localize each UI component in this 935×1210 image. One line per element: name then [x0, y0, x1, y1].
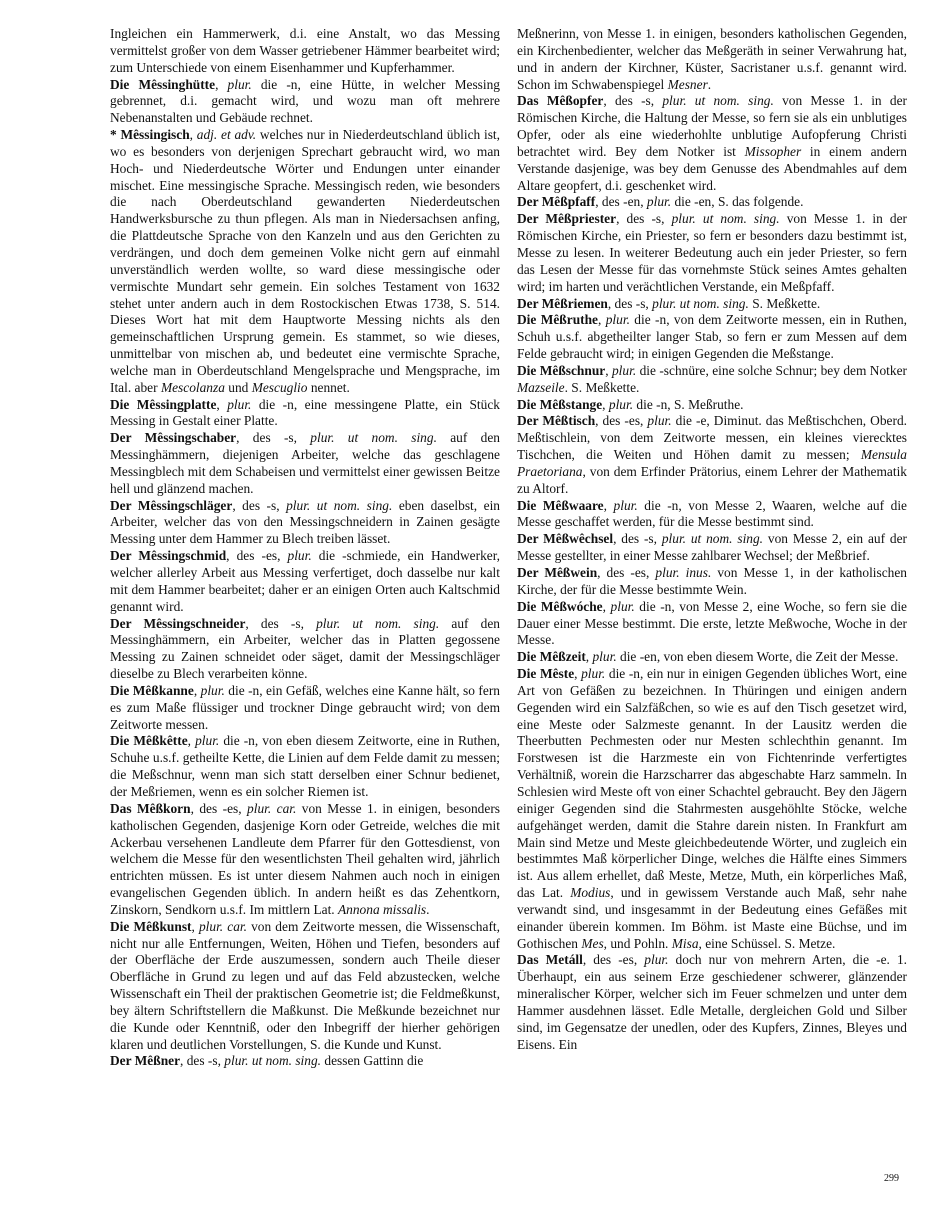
dictionary-entry: [517, 952, 907, 1053]
entry-text: ,: [215, 76, 228, 92]
entry-text: ,: [216, 396, 228, 412]
entry-headword: Das Metáll: [517, 952, 583, 968]
entry-text: ,: [605, 362, 612, 378]
entry-text: die -n, S. Meßruthe.: [633, 396, 744, 412]
dictionary-entry: [110, 1053, 500, 1070]
dictionary-entry: [110, 919, 500, 1054]
entry-headword: Der Mêßtisch: [517, 413, 596, 429]
entry-headword: Die Mêssingplatte: [110, 396, 217, 412]
entry-text: nennet.: [307, 379, 350, 395]
dictionary-entry: [517, 413, 907, 497]
entry-headword: Die Mêste: [517, 666, 575, 682]
dictionary-entry: [517, 296, 907, 313]
entry-italic-text: plur.: [195, 733, 220, 749]
entry-italic-text: plur.: [647, 413, 672, 429]
dictionary-entry: [110, 127, 500, 397]
entry-headword: Die Mêßzeit: [517, 649, 586, 665]
entry-headword: Das Mêßopfer: [517, 93, 604, 109]
entry-text: , des -es,: [582, 952, 645, 968]
entry-headword: Der Mêssingschmid: [110, 548, 227, 564]
entry-text: ,: [598, 312, 606, 328]
entry-text: S. Meßkette.: [748, 295, 821, 311]
entry-text: auf den Messinghämmern, diejenigen Arbeiter, welche das geschlagene Messingblech mit dem Schabeisen und vermittelst einer gewissen Beitze hell und glänzend machen.: [110, 430, 500, 496]
entry-text: und: [224, 379, 252, 395]
entry-text: , des -es,: [190, 800, 248, 816]
entry-text: ,: [187, 733, 196, 749]
entry-italic-text: Mesner: [667, 76, 708, 92]
entry-text: , des -s,: [180, 1053, 225, 1069]
entry-italic-text: Mensula Praetoriana: [517, 447, 907, 479]
entry-text: auf den Messinghämmern, ein Arbeiter, welcher das in Platten gegossene Messing zu Zainen schneidet oder säget, damit der Messingschläger dieselbe zu Blech verarbeiten könne.: [110, 615, 500, 682]
entry-headword: Die Mêßruthe: [517, 312, 598, 328]
entry-text: ,: [574, 666, 582, 682]
dictionary-entry: [517, 363, 907, 397]
entry-text: ,: [189, 127, 197, 143]
entry-italic-text: plur. ut nom. sing.: [671, 211, 780, 227]
entry-italic-text: plur. ut nom. sing.: [316, 615, 440, 631]
entry-italic-text: Mazseile: [517, 379, 565, 395]
entry-headword: Der Mêßriemen: [517, 295, 608, 311]
entry-text: von Messe 1. in der Römischen Kirche, ein Priester, so fern er besonders dazu bestimmt ist, Messe zu lesen. In weiterer Bedeutung auch ein jeder Priester, so fern das Lesen der Messe für das vornehmste Stück seines Amtes gehalten wird; im harten und verächtlichen Verstande, ein Meßpfaff.: [517, 211, 907, 294]
dictionary-entry: [517, 211, 907, 295]
dictionary-entry: [110, 26, 500, 77]
entry-text: die -en, S. das folgende.: [671, 194, 804, 210]
entry-text: die -en, von eben diesem Worte, die Zeit der Messe.: [616, 649, 899, 665]
dictionary-entry: [517, 194, 907, 211]
entry-text: die -schmiede, ein Handwerker, welcher allerley Arbeit aus Messing verfertiget, doch dasselbe nur kalt mit dem Hammer bearbeitet; daher er an einigen Orten auch Kaltschmid genannt wird.: [110, 548, 500, 614]
entry-text: , des -s,: [613, 531, 662, 547]
dictionary-entry: [517, 531, 907, 565]
entry-italic-text: plur. car.: [247, 800, 297, 816]
entry-headword: Der Mêßwêchsel: [517, 531, 614, 547]
entry-italic-text: plur. ut nom. sing.: [661, 531, 764, 547]
entry-text: die -n, von dem Zeitworte messen, ein in Ruthen, Schuh u.s.f. abgetheilter langer Stab, so fern er zum Messen auf dem Felde gebraucht wird; in einigen Gegenden die Meßstange.: [517, 312, 907, 362]
dictionary-entry: [110, 548, 500, 615]
entry-italic-text: Mescuglio: [251, 379, 308, 395]
entry-headword: Die Mêßkunst: [110, 918, 192, 934]
entry-italic-text: Mes: [581, 935, 604, 951]
entry-italic-text: plur.: [287, 548, 312, 564]
dictionary-entry: [517, 565, 907, 599]
dictionary-entry: [110, 733, 500, 800]
entry-italic-text: plur.: [608, 396, 634, 412]
entry-text: die -n, eine messingene Platte, ein Stück Messing in Gestalt einer Platte.: [110, 396, 500, 429]
entry-italic-text: plur. ut nom. sing.: [652, 295, 749, 311]
entry-text: von Messe 1. in der Römischen Kirche, die Haltung der Messe, so fern sie als ein unblutiges Opfer, oder als eine wiederhohlte unblutige Aufopferung Christi betrachtet wird. Bey dem Notker ist: [517, 93, 907, 159]
dictionary-entry: [110, 397, 500, 431]
dictionary-entry: [517, 666, 907, 952]
entry-text: von dem Zeitworte messen, die Wissenschaft, nicht nur alle Entfernungen, Weiten, Höhen und Tiefen, besonders auf der Oberfläche der Erde auszumessen, sondern auch Theile dieser Oberfläche in Grund zu legen und auf das Feld abzustecken, welche Wissenschaft ein Theil der praktischen Geometrie ist; die Feldmeßkunst, bey ältern Schriftstellern die Maßkunst. Die Meßkunde bezeichnet nur die Kunde oder Kenntniß, oder den Inbegriff der hierher gehörigen klaren und deutlichen Vorstellungen, S. die Kunde und Kunst.: [110, 918, 500, 1052]
entry-text: von Messe 1, in der katholischen Kirche, der für die Messe bestimmte Wein.: [517, 565, 908, 597]
entry-headword: * Mêssingisch: [110, 127, 190, 143]
dictionary-entry: [110, 801, 500, 919]
entry-text: , von dem Erfinder Prätorius, einem Lehrer der Mathematik zu Altorf.: [517, 463, 907, 496]
entry-text: , des -s,: [607, 295, 653, 311]
entry-text: , des -s,: [603, 93, 663, 109]
entry-italic-text: plur. ut nom. sing.: [286, 497, 393, 513]
entry-text: , des -es,: [226, 548, 288, 564]
dictionary-entry: [517, 93, 907, 194]
entry-text: die -n, von Messe 2, Waaren, welche auf die Messe geschaffet werden, für die Messe bestimmt sind.: [517, 497, 907, 530]
entry-headword: Die Mêßkanne: [110, 682, 194, 698]
entry-text: , des -s,: [236, 430, 311, 446]
entry-text: ,: [602, 396, 609, 412]
entry-italic-text: plur.: [646, 194, 672, 210]
entry-italic-text: plur.: [227, 396, 252, 412]
entry-text: Meßnerinn, von Messe 1. in einigen, besonders katholischen Gegenden, ein Kirchenbedienter, welcher das Meßgeräth in seiner Verwahrung hat, und in andern der Kirchner, Küster, Sacristaner u.s.f. genannt wird. Schon im Schwabenspiegel: [517, 26, 907, 92]
entry-text: ,: [585, 649, 593, 665]
entry-headword: Der Mêßner: [110, 1053, 181, 1069]
entry-text: welches nur in Niederdeutschland üblich ist, wo es besonders von derjenigen Sprechart gebraucht wird, wo man Hoch- und Niederdeutsche Wörter und Endungen unter einander mischet. Eine messingische Sprache. Messingisch reden, wie besonders die nach Oberdeutschland gewanderten Niederdeutschen Handwerksbursche zu thun pflegen. Als man in Niedersachsen anfing, die Plattdeutsche Sprache von den Kanzeln und aus den Gerichten zu verdrängen, und doch dem gemeinen Volke nicht gern auf einmahl unverständlich werden wollte, so ward diese messingische oder vermischte Mundart sehr gemein. Ein solches Testament von 1632 stehet unter andern auch in dem Rostockischen Etwas 1738, S. 514. Dieses Wort hat mit dem Hauptworte Messing nichts als den gemeinschaftlichen Ursprung gemein. Es stammet, so wie dieses, unmittelbar von mischen ab, und bedeutet eine vermischte Sprache, welche man in Oberdeutschland Mengelsprache und Mengsprache, im Ital. aber: [110, 127, 501, 395]
entry-italic-text: plur.: [227, 76, 252, 92]
entry-text: .: [426, 901, 430, 917]
entry-text: , des -es,: [595, 413, 648, 429]
entry-text: , und in gewissem Verstande auch Maß, sehr nahe verwandt sind, und insgesammt in der Bedeutung eines Gefäßes mit einander überein kommen. Im Böhm. ist Maste eine Büchse, und im Gothischen: [517, 885, 907, 951]
entry-headword: Das Mêßkorn: [110, 800, 191, 816]
entry-text: die -e, Diminut. das Meßtischchen, Oberd. Meßtischlein, von dem Zeitworte messen, ein kleines vierecktes Tischchen, die Weiten und Höhen damit zu messen;: [517, 413, 907, 463]
entry-text: ,: [191, 918, 199, 934]
entry-italic-text: plur.: [644, 952, 669, 968]
entry-text: , des -s,: [232, 497, 287, 513]
entry-italic-text: Missopher: [744, 143, 802, 159]
dictionary-entry: [110, 77, 500, 128]
entry-headword: Der Mêßwein: [517, 565, 598, 580]
entry-headword: Die Mêssinghütte: [110, 76, 216, 92]
entry-text: ,: [602, 598, 611, 614]
entry-text: eben daselbst, ein Arbeiter, welcher das von den Messingschneidern in Zainen gesägte Messing unter dem Hammer zu Blech treiben lässet.: [110, 497, 500, 547]
entry-text: die -n, ein Gefäß, welches eine Kanne hält, so fern es zum Maße flüssiger und trockner Dinge gebraucht wird; von dem Zeitworte messen.: [110, 682, 500, 732]
entry-text: die -n, von Messe 2, eine Woche, so fern sie die Dauer einer Messe bestimmt. Die erste, letzte Meßwoche, Woche in der Messe.: [517, 598, 907, 648]
entry-headword: Die Mêßwóche: [517, 598, 603, 614]
entry-italic-text: plur. inus.: [655, 565, 712, 580]
entry-headword: Der Mêßpfaff: [517, 194, 596, 210]
entry-headword: Der Mêssingschaber: [110, 430, 237, 446]
dictionary-entry: [110, 683, 500, 734]
entry-text: von Messe 1. in einigen, besonders katholischen Gegenden, dasjenige Korn oder Getreide, welches die mit Ackerbau versehenen Landleute dem Pfarrer für den Gottesdienst, von welchem die Messe für den wesentlichsten Theil gehalten wird, jährlich entrichten müssen. Es ist unter diesem Nahmen auch noch in einigen evangelischen Gegenden üblich. In andern heißt es das Zehentkorn, Zinskorn, Sendkorn u.s.f. Im mittlern Lat.: [110, 800, 500, 917]
entry-italic-text: plur. car.: [198, 918, 247, 934]
dictionary-entry: [517, 599, 907, 650]
dictionary-entry: [517, 26, 907, 93]
entry-text: , und Pohln.: [603, 935, 672, 951]
left-column: [110, 26, 500, 1070]
entry-text: die -n, von eben diesem Zeitworte, eine in Ruthen, Schuhe u.s.f. getheilte Kette, die Linien auf dem Felde damit zu messen; die Meßschnur, wenn man sich statt derselben einer Schnur bedienet, der Meßriemen, wenn es ein solcher Riemen ist.: [110, 733, 500, 799]
entry-text: doch nur von mehrern Arten, die -e. 1. Überhaupt, ein aus seinem Erze geschiedener schwerer, glänzender mineralischer Körper, welcher sich im Feuer schmelzen und unter dem Hammer ausdehnen lässet. Edle Metalle, dergleichen Gold und Silber sind, im Gegensatze der unedlen, oder des Kupfers, Zinnes, Bleyes und Eisens. Ein: [517, 952, 908, 1052]
entry-text: dessen Gattinn die: [321, 1053, 424, 1069]
entry-text: die -n, ein nur in einigen Gegenden übliches Wort, eine Art von Gefäßen zu bezeichnen. In Thüringen und einigen andern Gegenden wird ein Salzfäßchen, so wie es auf den Tisch gesetzet wird, eine Meste oder Salzmeste genannt. In der Lausitz werden die Theerbutten Pechmesten oder nur Mesten schlechthin genannt. Im Forstwesen ist die Harzmeste ein von Fichtenrinde verfertigtes Verhältniß, worein die Harzscharrer das abgeschabte Harz sammeln. In Schlesien wird Meste oft von einer Schachtel gebraucht. Bey den Jägern einiger Gegenden sind die Stahrmesten ausgehöhlte Stöcke, welche aufgehänget werden, damit die Stahre darein nisten. In Frankfurt am Main sind Metze und Meste gleichbedeutende Wörter, und zugleich ein bestimmtes Maß körperlicher Dinge, welches die Hälfte eines Simmers ist. Aus allem erhellet, daß Meste, Metze, Muth, ein körperliches Maß, das Lat.: [517, 666, 907, 901]
entry-italic-text: Modius: [570, 885, 611, 901]
entry-headword: Der Mêssingschläger: [110, 497, 233, 513]
entry-italic-text: plur.: [200, 682, 225, 698]
entry-text: , eine Schüssel. S. Metze.: [698, 935, 836, 951]
entry-italic-text: plur. ut nom. sing.: [310, 430, 437, 446]
entry-italic-text: plur.: [611, 362, 637, 378]
entry-italic-text: Annona missalis: [337, 901, 427, 917]
page-number: 299: [884, 1173, 899, 1184]
entry-text: in einem andern Verstande dasjenige, was bey dem Genusse des Abendmahles auf dem Altare geopfert, d.i. geschenket wird.: [517, 143, 907, 193]
entry-headword: Der Mêßpriester: [517, 211, 617, 227]
entry-italic-text: plur. ut nom. sing.: [662, 93, 774, 109]
entry-headword: Die Mêßwaare: [517, 497, 604, 513]
dictionary-entry: [517, 312, 907, 363]
entry-text: die -n, eine Hütte, in welcher Messing gebrennet, d.i. gemacht wird, und wozu man oft mehrere Nebenanstalten und Gebäude rechnet.: [110, 76, 500, 126]
entry-headword: Die Mêßstange: [517, 396, 603, 412]
entry-text: ,: [193, 682, 201, 698]
right-column: [517, 26, 907, 1053]
entry-italic-text: plur. ut nom. sing.: [224, 1053, 322, 1069]
entry-text: ,: [603, 497, 614, 513]
entry-headword: Die Mêßschnur: [517, 362, 606, 378]
entry-italic-text: plur.: [592, 649, 617, 665]
entry-headword: Der Mêssingschneider: [110, 615, 246, 631]
entry-italic-text: plur.: [610, 598, 635, 614]
dictionary-entry: [110, 430, 500, 497]
dictionary-entry: [110, 498, 500, 549]
entry-text: , des -s,: [245, 615, 317, 631]
entry-italic-text: Misa: [671, 935, 699, 951]
entry-headword: Die Mêßkêtte: [110, 733, 188, 749]
entry-text: Ingleichen ein Hammerwerk, d.i. eine Anstalt, wo das Messing vermittelst großer von dem Wasser getriebener Hämmer bearbeitet wird; zum Unterschiede von einem Eisenhammer und Kupferhammer.: [110, 26, 500, 75]
entry-text: .: [707, 76, 712, 92]
entry-text: von Messe 2, ein auf der Messe gestellter, in einer Messe zahlbarer Wechsel; der Meßbrief.: [517, 531, 907, 564]
entry-text: , des -en,: [595, 194, 647, 210]
dictionary-entry: [517, 649, 907, 666]
entry-italic-text: Mescolanza: [160, 379, 225, 395]
entry-italic-text: adj. et adv.: [196, 127, 257, 143]
entry-text: , des -es,: [597, 565, 656, 580]
entry-italic-text: plur.: [613, 497, 638, 513]
entry-text: , des -s,: [616, 211, 672, 227]
entry-text: die -schnüre, eine solche Schnur; bey dem Notker: [636, 362, 907, 378]
entry-italic-text: plur.: [581, 666, 606, 682]
dictionary-entry: [110, 616, 500, 683]
entry-italic-text: plur.: [605, 312, 630, 328]
dictionary-entry: [517, 397, 907, 414]
entry-text: . S. Meßkette.: [564, 379, 640, 395]
dictionary-entry: [517, 498, 907, 532]
